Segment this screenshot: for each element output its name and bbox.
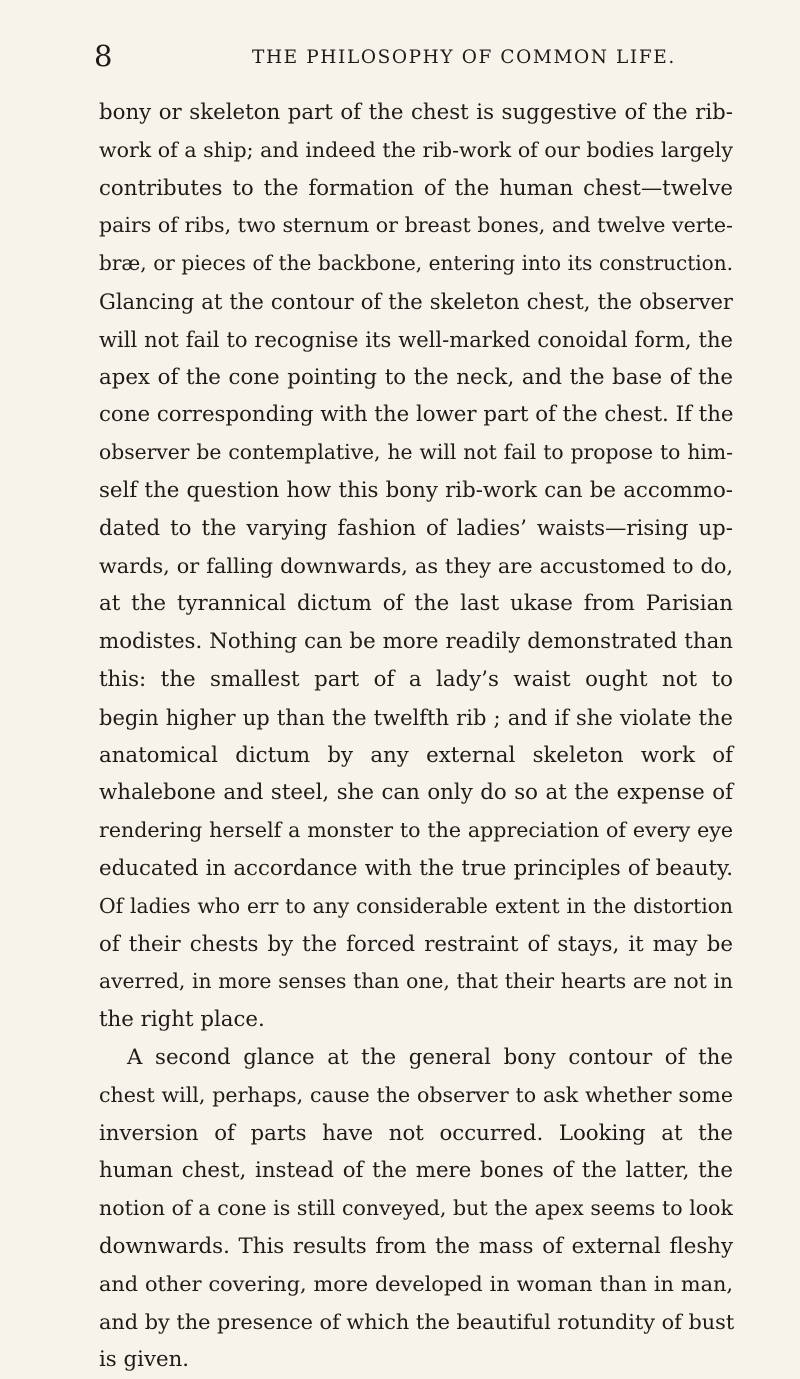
text-line: inversion of parts have not occurred. Looking at the xyxy=(99,1120,733,1146)
text-line: notion of a cone is still conveyed, but the apex seems to look xyxy=(99,1196,733,1221)
text-line: wards, or falling downwards, as they are accustomed to do, xyxy=(99,553,733,578)
text-line: Glancing at the contour of the skeleton chest, the observer xyxy=(99,288,733,314)
text-line: at the tyrannical dictum of the last ukase from Parisian xyxy=(99,591,733,617)
text-line: of their chests by the forced restraint of stays, it may be xyxy=(99,931,733,957)
page-number: 8 xyxy=(94,39,113,73)
text-line: and other covering, more developed in woman than in man, xyxy=(99,1271,733,1296)
text-line: self the question how this bony rib-work can be accommo- xyxy=(99,477,733,503)
text-line: this: the smallest part of a lady’s waist ought not to xyxy=(99,666,733,692)
text-line: contributes to the formation of the human chest—twelve xyxy=(99,175,733,201)
text-line: Of ladies who err to any considerable extent in the distortion xyxy=(99,893,733,918)
text-line: work of a ship; and indeed the rib-work of our bodies largely xyxy=(99,137,733,162)
paragraph-end-line: is given. xyxy=(99,1347,190,1373)
running-head xyxy=(94,36,730,76)
text-line: whalebone and steel, she can only do so at the expense of xyxy=(99,780,733,806)
text-line: chest will, perhaps, cause the observer to ask whether some xyxy=(99,1082,733,1107)
text-line: and by the presence of which the beautiful rotundity of bust xyxy=(99,1309,735,1334)
text-line: anatomical dictum by any external skeleton work of xyxy=(99,742,733,768)
body-text xyxy=(99,94,733,1379)
running-title: THE PHILOSOPHY OF COMMON LIFE. xyxy=(252,47,676,68)
text-line: begin higher up than the twelfth rib ; and if she violate the xyxy=(99,704,733,730)
text-line: pairs of ribs, two sternum or breast bones, and twelve verte- xyxy=(99,213,733,238)
text-line: dated to the varying fashion of ladies’ waists—rising up- xyxy=(99,515,733,541)
text-line: bræ, or pieces of the backbone, entering into its construction. xyxy=(99,251,733,276)
text-line: educated in accordance with the true principles of beauty. xyxy=(99,855,733,881)
text-line: rendering herself a monster to the appreciation of every eye xyxy=(99,818,733,843)
paragraph-end-line: the right place. xyxy=(99,1007,265,1033)
text-line: cone corresponding with the lower part of the chest. If the xyxy=(99,402,734,428)
text-line: apex of the cone pointing to the neck, and the base of the xyxy=(99,364,733,390)
text-line: observer be contemplative, he will not fail to propose to him- xyxy=(99,440,733,465)
text-line: will not fail to recognise its well-marked conoidal form, the xyxy=(99,326,733,352)
text-line: downwards. This results from the mass of external fleshy xyxy=(99,1233,733,1259)
text-line: bony or skeleton part of the chest is suggestive of the rib- xyxy=(99,100,733,125)
paragraph-start-line: A second glance at the general bony contour of the xyxy=(127,1044,733,1070)
text-line: human chest, instead of the mere bones of the latter, the xyxy=(99,1158,733,1184)
text-line: averred, in more senses than one, that their hearts are not in xyxy=(99,969,733,994)
text-line: modistes. Nothing can be more readily demonstrated than xyxy=(99,629,733,655)
